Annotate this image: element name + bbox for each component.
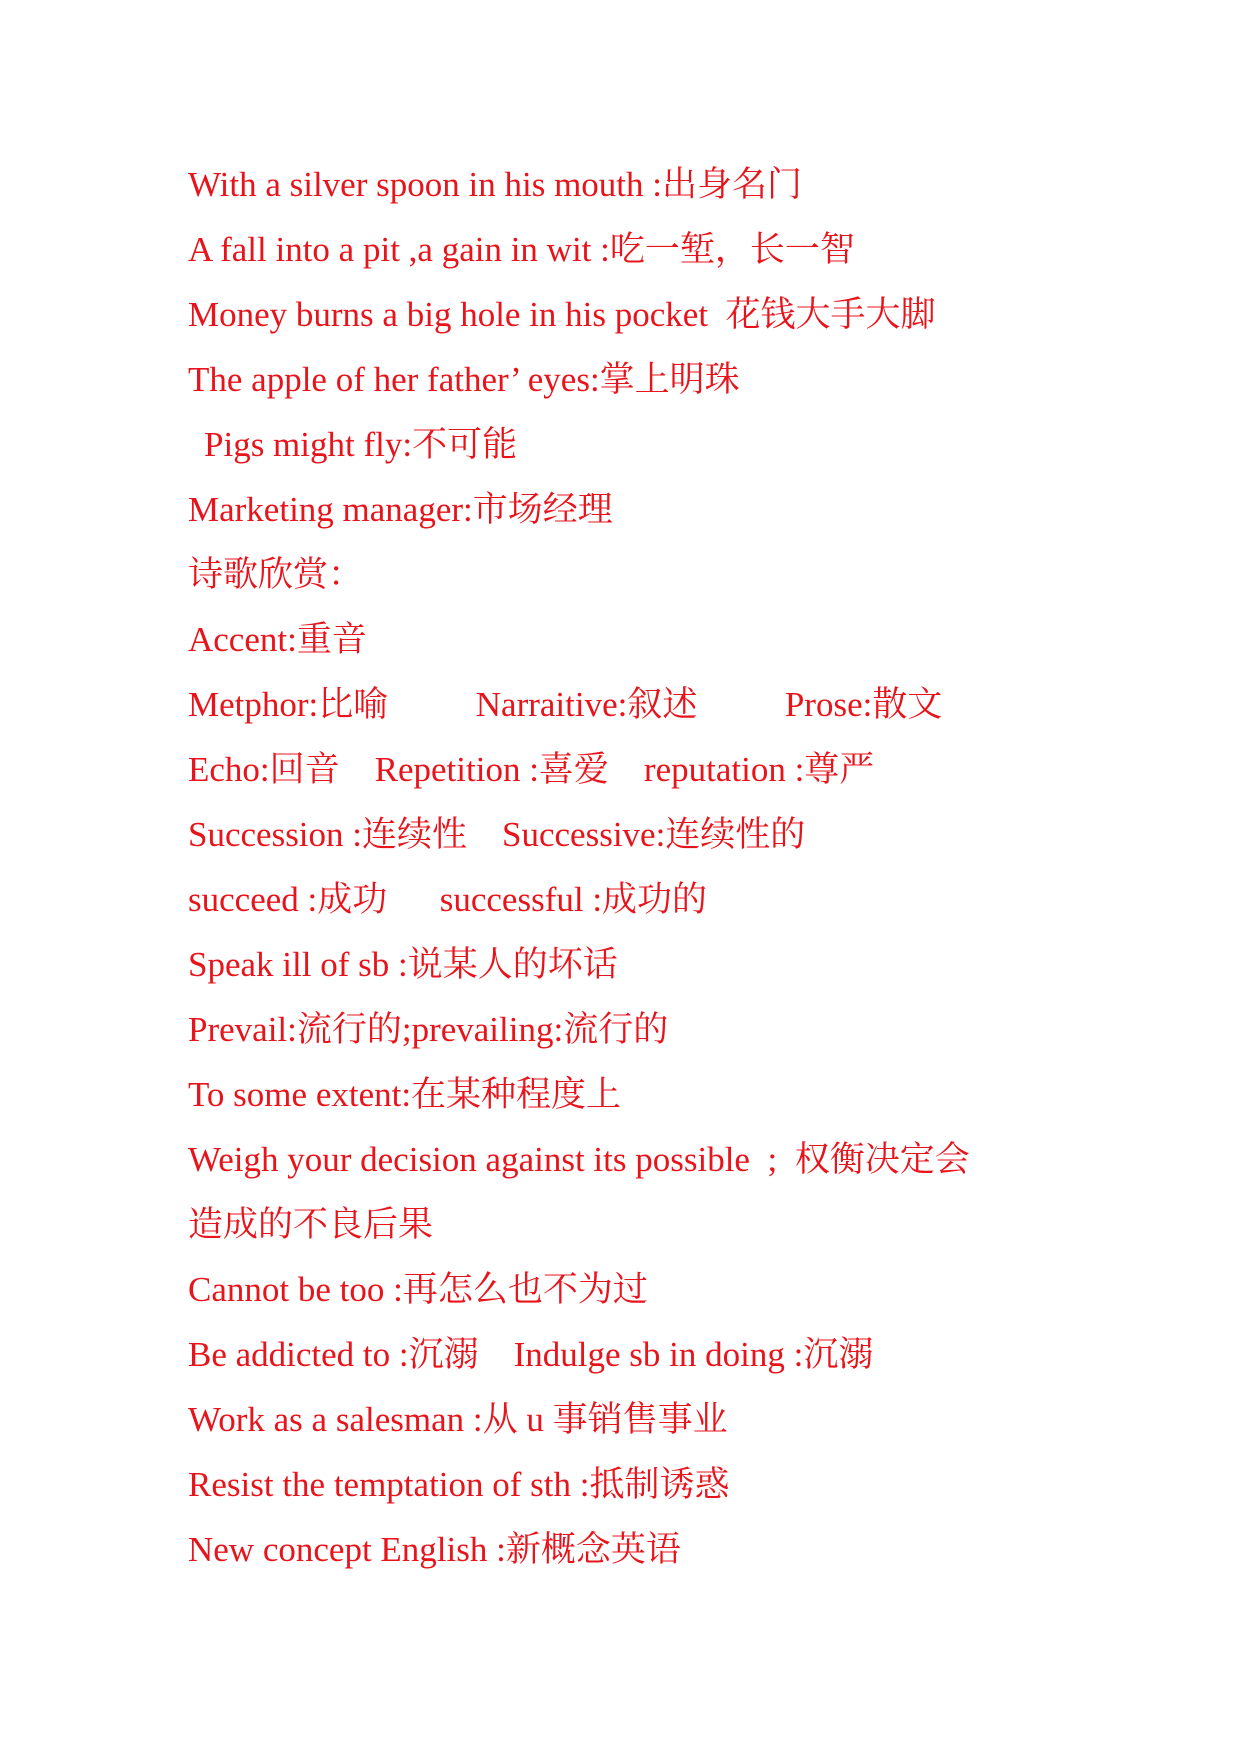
vocabulary-list (188, 152, 1068, 1582)
vocab-line: Echo:回音 Repetition :喜爱 reputation :尊严 (188, 750, 875, 789)
vocab-line: Be addicted to :沉溺 Indulge sb in doing :沉溺 (188, 1335, 874, 1374)
vocab-line: Cannot be too :再怎么也不为过 (188, 1270, 648, 1309)
vocab-line: Accent:重音 (188, 620, 367, 659)
vocab-line: Speak ill of sb :说某人的坏话 (188, 945, 618, 984)
vocab-line: The apple of her father’ eyes:掌上明珠 (188, 360, 740, 399)
vocab-line-continued: 造成的不良后果 (188, 1205, 434, 1244)
vocab-line: Metphor:比喻 Narraitive:叙述 Prose:散文 (188, 685, 943, 724)
vocab-line: A fall into a pit ,a gain in wit :吃一堑，长一智 (188, 230, 855, 269)
section-heading: 诗歌欣赏： (188, 555, 364, 594)
vocab-line: Money burns a big hole in his pocket 花钱大手大脚 (188, 295, 936, 334)
vocab-line: With a silver spoon in his mouth :出身名门 (188, 165, 802, 204)
vocab-line: Pigs might fly:不可能 (204, 425, 518, 464)
vocab-line: Succession :连续性 Successive:连续性的 (188, 815, 806, 854)
vocab-line: succeed :成功 successful :成功的 (188, 880, 708, 919)
vocab-line: Resist the temptation of sth :抵制诱惑 (188, 1465, 730, 1504)
vocab-line: Work as a salesman :从 u 事销售事业 (188, 1400, 728, 1439)
vocab-line: New concept English :新概念英语 (188, 1530, 681, 1569)
vocab-line: Prevail:流行的;prevailing:流行的 (188, 1010, 669, 1049)
vocab-line: Weigh your decision against its possible ; 权衡决定会 (188, 1140, 970, 1179)
vocab-line: Marketing manager:市场经理 (188, 490, 613, 529)
vocab-line: To some extent:在某种程度上 (188, 1075, 622, 1114)
